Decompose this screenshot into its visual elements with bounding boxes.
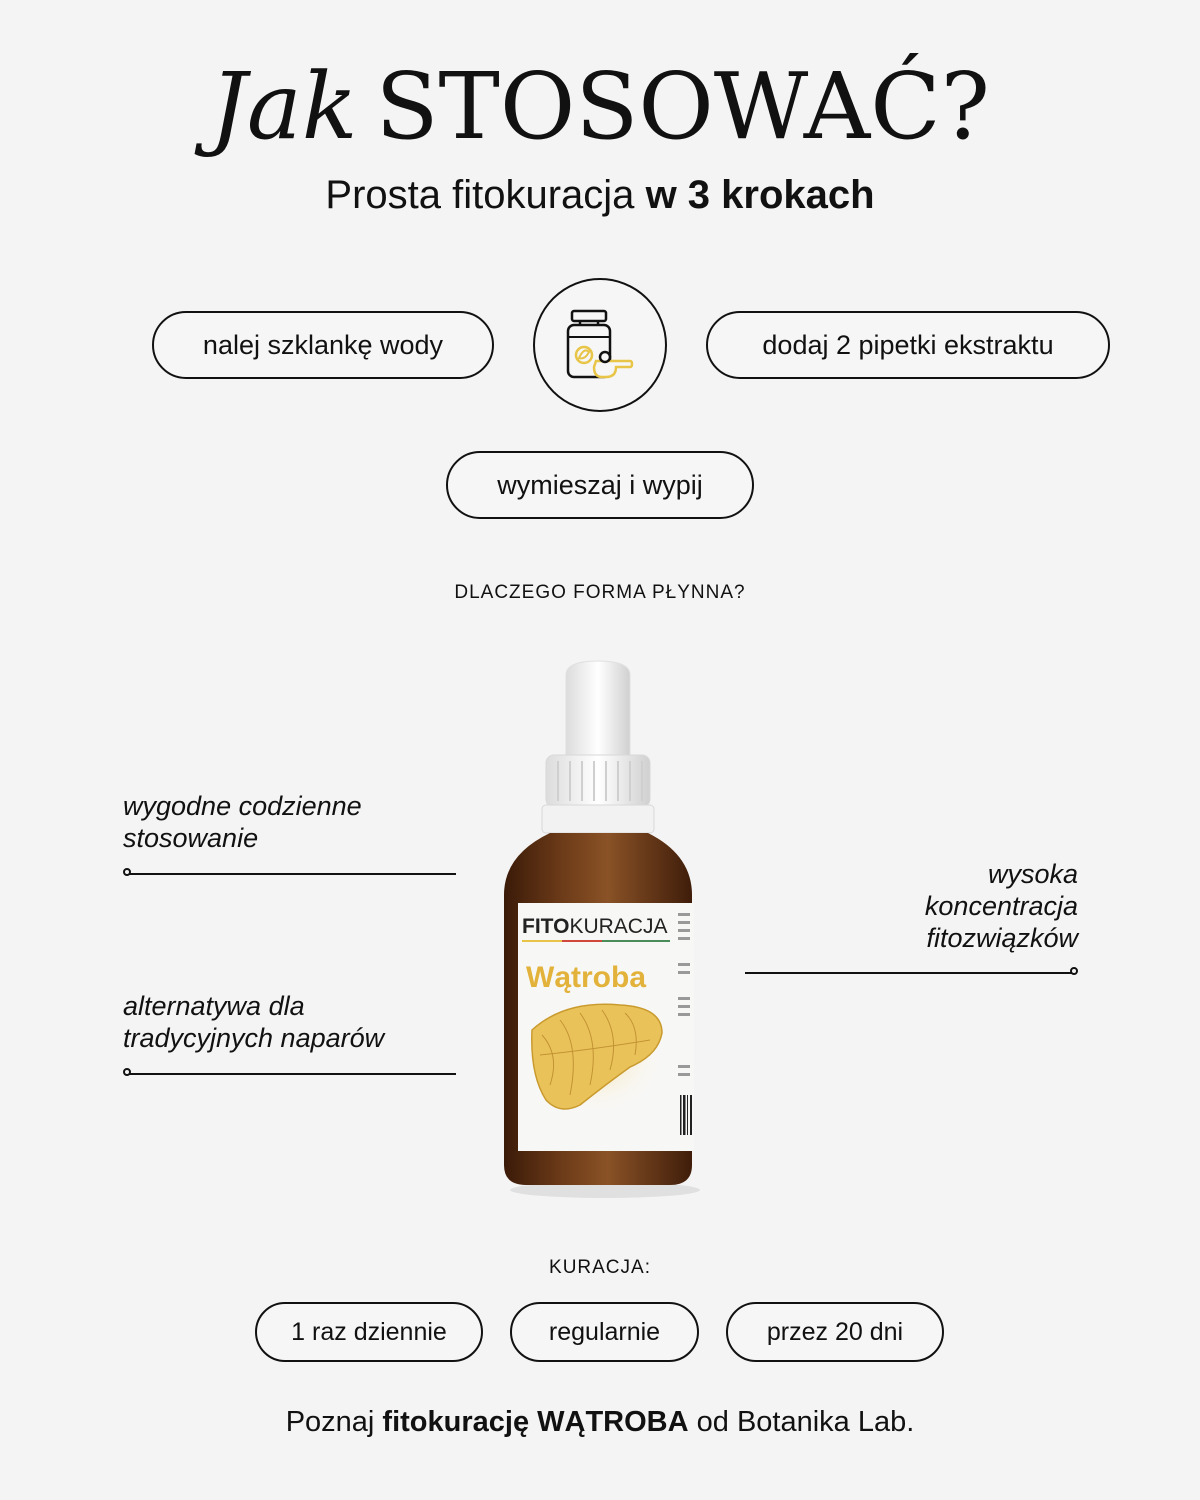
kuracja-item-2: regularnie [548,1317,661,1346]
feature-concentration [925,858,1078,954]
page-subtitle [0,170,1200,220]
footer-cta [0,1402,1200,1442]
kuracja-pill-3 [726,1302,944,1362]
leader-dot [123,1068,131,1076]
step-3-label: wymieszaj i wypij [497,469,703,500]
leader-line-concentration [745,967,1078,979]
feature-concentration-line3: fitozwiązków [926,923,1078,953]
product-brand-bold: FITO [522,915,570,938]
leader-line-daily-use [123,868,456,880]
feature-daily-use-line2: stosowanie [123,823,259,853]
footer-bold: fitokurację WĄTROBA [382,1406,689,1438]
feature-daily-use [123,790,362,854]
product-name: Wątroba [526,961,646,994]
step-pill-1 [152,311,494,379]
subtitle-bold: w 3 krokach [645,173,875,217]
subtitle-regular: Prosta fitokuracja [325,173,635,217]
why-heading: DLACZEGO FORMA PŁYNNA? [454,582,746,603]
footer-suffix: od Botanika Lab. [696,1406,915,1438]
step-pill-2 [706,311,1110,379]
kuracja-item-1: 1 raz dziennie [291,1317,447,1346]
leader-dot [1070,967,1078,975]
product-brand-regular: KURACJA [569,915,668,938]
step-2-label: dodaj 2 pipetki ekstraktu [762,329,1054,360]
feature-alternative-line1: alternatywa dla [123,991,305,1021]
feature-alternative-line2: tradycyjnych naparów [123,1023,385,1053]
kuracja-item-3: przez 20 dni [766,1317,904,1346]
leader-line-alternative [123,1068,456,1080]
feature-concentration-line1: wysoka [987,859,1078,889]
feature-concentration-line2: koncentracja [924,891,1078,921]
leader-dot [123,868,131,876]
product-bottle-image [480,655,720,1200]
center-icon-circle [533,278,667,412]
footer-prefix: Poznaj [285,1406,375,1438]
title-caps: STOSOWAĆ? [375,53,990,160]
kuracja-pill-2 [510,1302,699,1362]
page-title [0,52,1200,162]
step-pill-3 [446,451,754,519]
title-italic: Jak [210,53,358,160]
feature-alternative [123,990,384,1054]
kuracja-heading: KURACJA: [549,1257,651,1278]
kuracja-pill-1 [255,1302,483,1362]
step-1-label: nalej szklankę wody [202,329,444,360]
supplement-jar-scoop-icon [558,303,642,387]
feature-daily-use-line1: wygodne codzienne [123,791,362,821]
svg-text:FITOKURACJA [522,915,667,938]
